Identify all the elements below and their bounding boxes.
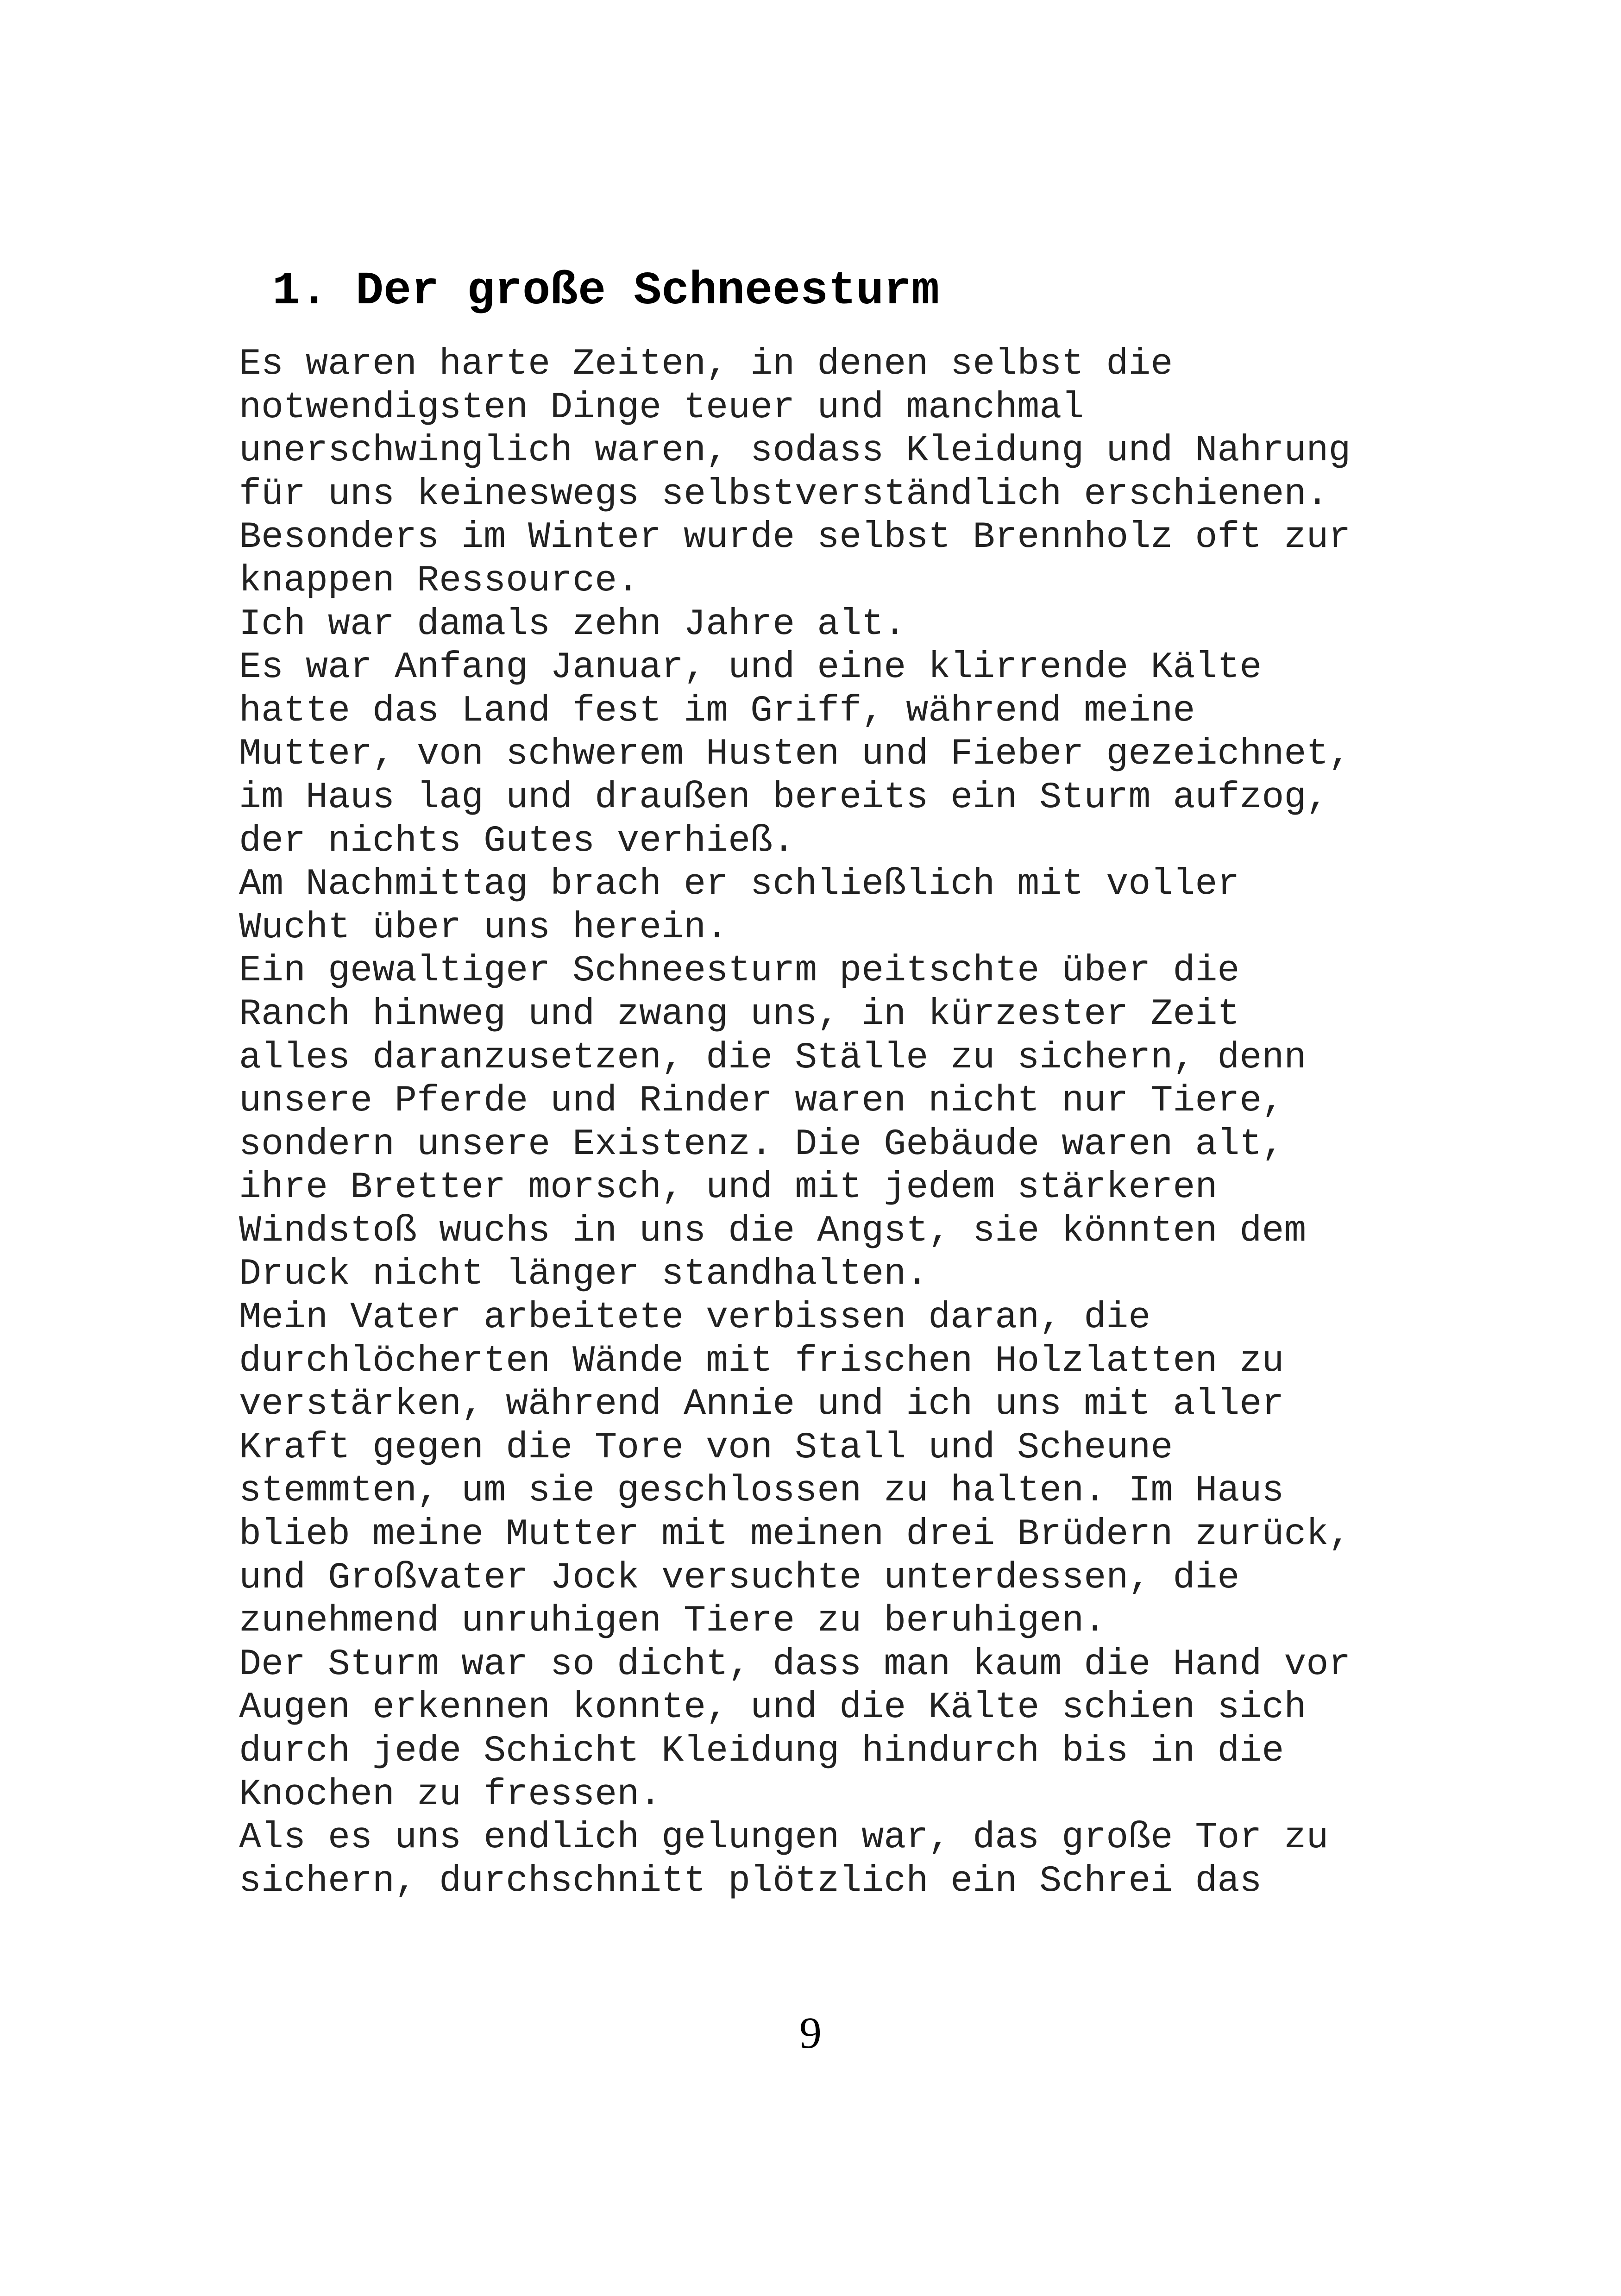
- text-line: alles daranzusetzen, die Ställe zu sichern, denn: [239, 1036, 1307, 1079]
- text-line: unerschwinglich waren, sodass Kleidung und Nahrung: [239, 430, 1351, 472]
- text-line: sondern unsere Existenz. Die Gebäude waren alt,: [239, 1123, 1284, 1166]
- text-line: durch jede Schicht Kleidung hindurch bis in die: [239, 1730, 1284, 1772]
- text-line: Mutter, von schwerem Husten und Fieber gezeichnet,: [239, 733, 1351, 776]
- text-line: verstärken, während Annie und ich uns mit aller: [239, 1383, 1284, 1426]
- text-line: Es war Anfang Januar, und eine klirrende Kälte: [239, 646, 1262, 689]
- text-line: Mein Vater arbeitete verbissen daran, die: [239, 1297, 1151, 1339]
- text-line: und Großvater Jock versuchte unterdessen, die: [239, 1556, 1240, 1599]
- text-line: im Haus lag und draußen bereits ein Sturm aufzog,: [239, 776, 1329, 819]
- page-number: 9: [799, 2008, 822, 2058]
- text-line: Ein gewaltiger Schneesturm peitschte über die: [239, 950, 1240, 992]
- text-line: knappen Ressource.: [239, 559, 640, 602]
- text-line: notwendigsten Dinge teuer und manchmal: [239, 386, 1084, 429]
- text-line: Kraft gegen die Tore von Stall und Scheune: [239, 1426, 1173, 1469]
- text-line: Besonders im Winter wurde selbst Brennholz oft zur: [239, 516, 1351, 559]
- text-line: Ranch hinweg und zwang uns, in kürzester Zeit: [239, 993, 1240, 1035]
- text-line: durchlöcherten Wände mit frischen Holzlatten zu: [239, 1340, 1284, 1382]
- text-line: Knochen zu fressen.: [239, 1773, 662, 1816]
- text-line: unsere Pferde und Rinder waren nicht nur Tiere,: [239, 1080, 1284, 1123]
- text-line: zunehmend unruhigen Tiere zu beruhigen.: [239, 1600, 1106, 1643]
- text-line: Druck nicht länger standhalten.: [239, 1253, 929, 1296]
- text-line: blieb meine Mutter mit meinen drei Brüdern zurück,: [239, 1513, 1351, 1556]
- text-line: sichern, durchschnitt plötzlich ein Schrei das: [239, 1860, 1262, 1902]
- text-line: hatte das Land fest im Griff, während meine: [239, 690, 1195, 732]
- text-line: Windstoß wuchs in uns die Angst, sie könnten dem: [239, 1210, 1307, 1252]
- text-line: Ich war damals zehn Jahre alt.: [239, 603, 906, 646]
- text-line: der nichts Gutes verhieß.: [239, 820, 795, 862]
- text-line: Am Nachmittag brach er schließlich mit voller: [239, 863, 1240, 906]
- text-line: Der Sturm war so dicht, dass man kaum die Hand vor: [239, 1643, 1351, 1686]
- chapter-title: 1. Der große Schneesturm: [272, 265, 940, 318]
- text-line: ihre Bretter morsch, und mit jedem stärkeren: [239, 1167, 1218, 1209]
- text-line: für uns keineswegs selbstverständlich erschienen.: [239, 473, 1329, 515]
- text-line: stemmten, um sie geschlossen zu halten. Im Haus: [239, 1470, 1284, 1512]
- chapter-body-text: [239, 343, 1425, 1903]
- text-line: Augen erkennen konnte, und die Kälte schien sich: [239, 1687, 1307, 1729]
- text-line: Es waren harte Zeiten, in denen selbst die: [239, 343, 1173, 385]
- text-line: Wucht über uns herein.: [239, 906, 729, 949]
- text-line: Als es uns endlich gelungen war, das große Tor zu: [239, 1817, 1329, 1859]
